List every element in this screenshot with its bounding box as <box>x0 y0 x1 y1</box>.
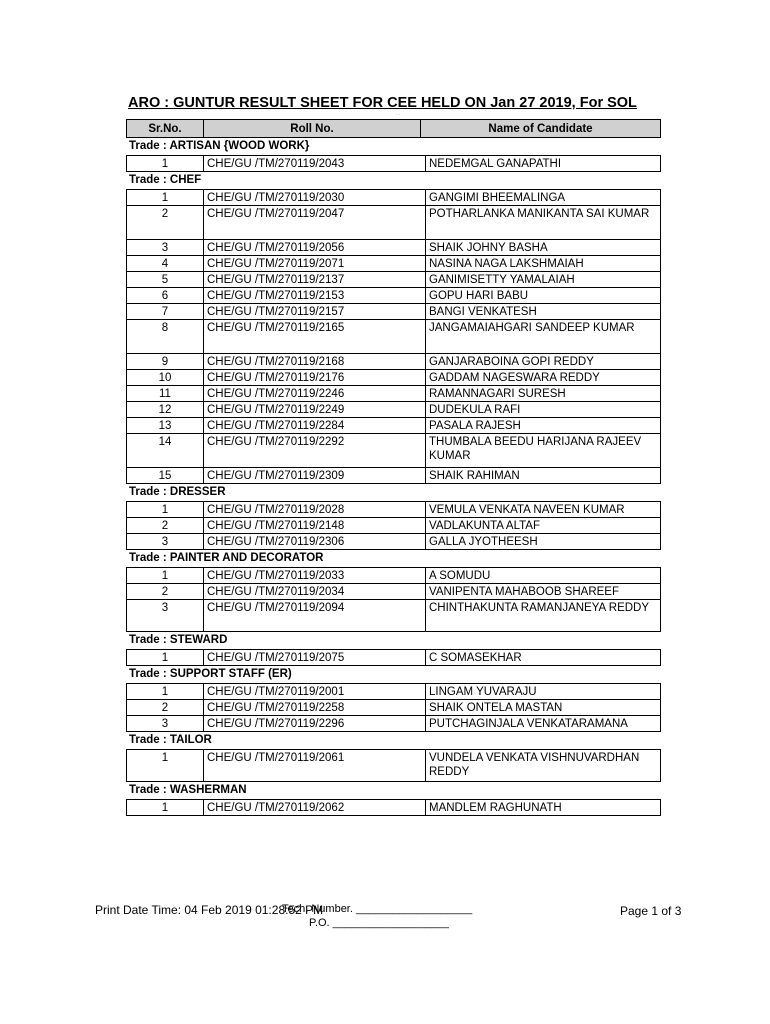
page-number: Page 1 of 3 <box>620 904 682 918</box>
candidate-name-cell: A SOMUDU <box>429 570 491 582</box>
sr-no-cell: 15 <box>127 468 204 483</box>
header-sr-no: Sr.No. <box>127 120 204 137</box>
table-row <box>127 190 660 205</box>
candidate-name-cell: GADDAM NAGESWARA REDDY <box>429 372 600 384</box>
sr-no-cell: 10 <box>127 370 204 385</box>
table-row <box>127 417 660 433</box>
candidate-name-cell: SHAIK JOHNY BASHA <box>429 242 548 254</box>
sr-no-cell: 9 <box>127 354 204 369</box>
candidate-name-cell: C SOMASEKHAR <box>429 652 522 664</box>
sr-no-cell: 1 <box>127 156 204 171</box>
roll-no-cell: CHE/GU /TM/270119/2258 <box>204 700 426 715</box>
roll-no-cell: CHE/GU /TM/270119/2033 <box>204 568 426 583</box>
candidate-name-cell: THUMBALA BEEDU HARIJANA RAJEEV KUMAR <box>429 436 642 462</box>
roll-no-cell: CHE/GU /TM/270119/2062 <box>204 800 426 815</box>
sr-no-cell: 2 <box>127 518 204 533</box>
roll-no-cell: CHE/GU /TM/270119/2292 <box>204 434 426 467</box>
table-row <box>127 205 660 239</box>
sr-no-cell: 1 <box>127 750 204 781</box>
roll-no-cell: CHE/GU /TM/270119/2001 <box>204 684 426 699</box>
roll-no-cell: CHE/GU /TM/270119/2309 <box>204 468 426 483</box>
roll-no-cell: CHE/GU /TM/270119/2148 <box>204 518 426 533</box>
candidate-name-cell: RAMANNAGARI SURESH <box>429 388 566 400</box>
sr-no-cell: 11 <box>127 386 204 401</box>
candidate-name-cell: NASINA NAGA LAKSHMAIAH <box>429 258 584 270</box>
table-row <box>127 255 660 271</box>
roll-no-cell: CHE/GU /TM/270119/2168 <box>204 354 426 369</box>
table-row <box>127 684 660 699</box>
table-row <box>127 303 660 319</box>
sr-no-cell: 2 <box>127 700 204 715</box>
tech-number-line: Tech. Number. ___________________ <box>282 903 473 915</box>
candidate-name-cell: NEDEMGAL GANAPATHI <box>429 158 562 170</box>
result-sheet <box>126 119 661 816</box>
roll-no-cell: CHE/GU /TM/270119/2043 <box>204 156 426 171</box>
trade-sections <box>126 138 661 816</box>
sr-no-cell: 3 <box>127 716 204 731</box>
sr-no-cell: 1 <box>127 650 204 665</box>
roll-no-cell: CHE/GU /TM/270119/2249 <box>204 402 426 417</box>
trade-table <box>126 567 661 632</box>
trade-heading: Trade : DRESSER <box>129 486 226 498</box>
trade-table <box>126 649 661 666</box>
trade-heading: Trade : STEWARD <box>129 634 228 646</box>
table-row <box>127 271 660 287</box>
roll-no-cell: CHE/GU /TM/270119/2030 <box>204 190 426 205</box>
roll-no-cell: CHE/GU /TM/270119/2306 <box>204 534 426 549</box>
roll-no-cell: CHE/GU /TM/270119/2153 <box>204 288 426 303</box>
roll-no-cell: CHE/GU /TM/270119/2165 <box>204 320 426 353</box>
candidate-name-cell: VEMULA VENKATA NAVEEN KUMAR <box>429 504 625 516</box>
candidate-name-cell: VADLAKUNTA ALTAF <box>429 520 540 532</box>
table-row <box>127 583 660 599</box>
candidate-name-cell: MANDLEM RAGHUNATH <box>429 802 562 814</box>
candidate-name-cell: GALLA JYOTHEESH <box>429 536 538 548</box>
roll-no-cell: CHE/GU /TM/270119/2284 <box>204 418 426 433</box>
candidate-name-cell: POTHARLANKA MANIKANTA SAI KUMAR <box>429 208 650 220</box>
sr-no-cell: 1 <box>127 502 204 517</box>
candidate-name-cell: CHINTHAKUNTA RAMANJANEYA REDDY <box>429 602 650 614</box>
po-line: P.O. ___________________ <box>309 917 449 929</box>
page-title: ARO : GUNTUR RESULT SHEET FOR CEE HELD ON Jan 27 2019, For SOL <box>128 95 637 111</box>
trade-heading: Trade : TAILOR <box>129 734 212 746</box>
table-row <box>127 433 660 467</box>
trade-heading: Trade : CHEF <box>129 174 202 186</box>
sr-no-cell: 1 <box>127 568 204 583</box>
table-row <box>127 239 660 255</box>
table-row <box>127 568 660 583</box>
roll-no-cell: CHE/GU /TM/270119/2157 <box>204 304 426 319</box>
roll-no-cell: CHE/GU /TM/270119/2034 <box>204 584 426 599</box>
trade-table <box>126 799 661 816</box>
header-candidate-name: Name of Candidate <box>488 122 593 135</box>
roll-no-cell: CHE/GU /TM/270119/2075 <box>204 650 426 665</box>
table-row <box>127 517 660 533</box>
candidate-name-cell: BANGI VENKATESH <box>429 306 537 318</box>
table-row <box>127 533 660 549</box>
roll-no-cell: CHE/GU /TM/270119/2028 <box>204 502 426 517</box>
table-row <box>127 650 660 665</box>
candidate-name-cell: GANGIMI BHEEMALINGA <box>429 192 566 204</box>
sr-no-cell: 3 <box>127 600 204 631</box>
table-row <box>127 401 660 417</box>
roll-no-cell: CHE/GU /TM/270119/2056 <box>204 240 426 255</box>
print-date-time: Print Date Time: 04 Feb 2019 01:28:52 PM <box>95 903 324 917</box>
table-row <box>127 715 660 731</box>
table-row <box>127 599 660 631</box>
trade-table <box>126 155 661 172</box>
trade-heading: Trade : PAINTER AND DECORATOR <box>129 552 324 564</box>
sr-no-cell: 2 <box>127 206 204 239</box>
trade-table <box>126 189 661 484</box>
trade-heading: Trade : SUPPORT STAFF (ER) <box>129 668 292 680</box>
candidate-name-cell: GANJARABOINA GOPI REDDY <box>429 356 594 368</box>
trade-table <box>126 683 661 732</box>
candidate-name-cell: SHAIK ONTELA MASTAN <box>429 702 563 714</box>
candidate-name-cell: VANIPENTA MAHABOOB SHAREEF <box>429 586 620 598</box>
roll-no-cell: CHE/GU /TM/270119/2071 <box>204 256 426 271</box>
table-row <box>127 750 660 781</box>
sr-no-cell: 6 <box>127 288 204 303</box>
candidate-name-cell: GOPU HARI BABU <box>429 290 529 302</box>
candidate-name-cell: GANIMISETTY YAMALAIAH <box>429 274 575 286</box>
candidate-name-cell: LINGAM YUVARAJU <box>429 686 537 698</box>
table-row <box>127 319 660 353</box>
trade-heading: Trade : WASHERMAN <box>129 784 247 796</box>
table-row <box>127 369 660 385</box>
sr-no-cell: 3 <box>127 240 204 255</box>
header-roll-no: Roll No. <box>204 120 421 137</box>
sr-no-cell: 13 <box>127 418 204 433</box>
sr-no-cell: 7 <box>127 304 204 319</box>
roll-no-cell: CHE/GU /TM/270119/2137 <box>204 272 426 287</box>
sr-no-cell: 1 <box>127 190 204 205</box>
table-row <box>127 800 660 815</box>
roll-no-cell: CHE/GU /TM/270119/2094 <box>204 600 426 631</box>
candidate-name-cell: VUNDELA VENKATA VISHNUVARDHAN REDDY <box>429 752 640 778</box>
trade-table <box>126 501 661 550</box>
candidate-name-cell: DUDEKULA RAFI <box>429 404 521 416</box>
sr-no-cell: 8 <box>127 320 204 353</box>
table-row <box>127 287 660 303</box>
candidate-name-cell: PASALA RAJESH <box>429 420 521 432</box>
sr-no-cell: 4 <box>127 256 204 271</box>
sr-no-cell: 1 <box>127 800 204 815</box>
trade-table <box>126 749 661 782</box>
sr-no-cell: 12 <box>127 402 204 417</box>
table-row <box>127 467 660 483</box>
candidate-name-cell: PUTCHAGINJALA VENKATARAMANA <box>429 718 628 730</box>
roll-no-cell: CHE/GU /TM/270119/2246 <box>204 386 426 401</box>
sr-no-cell: 1 <box>127 684 204 699</box>
roll-no-cell: CHE/GU /TM/270119/2061 <box>204 750 426 781</box>
table-header <box>126 119 661 138</box>
roll-no-cell: CHE/GU /TM/270119/2047 <box>204 206 426 239</box>
candidate-name-cell: JANGAMAIAHGARI SANDEEP KUMAR <box>429 322 635 334</box>
sr-no-cell: 14 <box>127 434 204 467</box>
roll-no-cell: CHE/GU /TM/270119/2176 <box>204 370 426 385</box>
trade-heading: Trade : ARTISAN {WOOD WORK} <box>129 140 310 152</box>
sr-no-cell: 3 <box>127 534 204 549</box>
sr-no-cell: 2 <box>127 584 204 599</box>
table-row <box>127 699 660 715</box>
table-row <box>127 156 660 171</box>
title-overflow-text: - - <box>396 111 400 116</box>
sr-no-cell: 5 <box>127 272 204 287</box>
candidate-name-cell: SHAIK RAHIMAN <box>429 470 520 482</box>
table-row <box>127 385 660 401</box>
roll-no-cell: CHE/GU /TM/270119/2296 <box>204 716 426 731</box>
table-row <box>127 353 660 369</box>
table-row <box>127 502 660 517</box>
